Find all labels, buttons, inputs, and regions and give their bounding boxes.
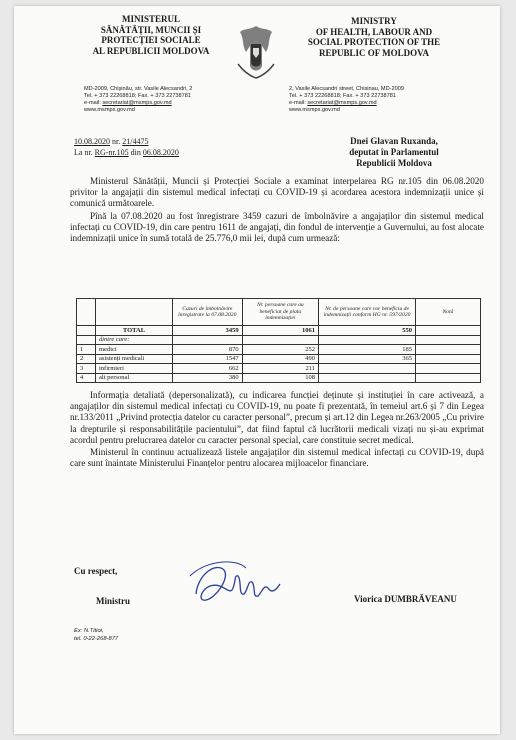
- table-cell: 211: [242, 364, 318, 374]
- table-cell: [319, 335, 416, 345]
- body-bottom: [70, 390, 484, 470]
- minister-label: Ministru: [96, 596, 131, 606]
- incoming-date: 06.08.2020: [142, 148, 179, 157]
- table-cell: asistenți medicali: [96, 354, 173, 364]
- header-right-line: OF HEALTH, LABOUR AND: [315, 26, 433, 37]
- header-left-line: AL REPUBLICII MOLDOVA: [92, 45, 210, 56]
- table-cell: 108: [242, 373, 318, 383]
- table-cell: 1061: [242, 326, 318, 336]
- table-cell: [319, 364, 416, 374]
- paragraph: Ministerul în continuu actualizează listele angajaților din sistemul medical infectați cu COVID-19, după care sunt înaintate Ministerului Finanțelor pentru alocarea mijloacelor financiare.: [70, 447, 484, 469]
- table-cell: [319, 373, 416, 383]
- table-cell: 550: [319, 326, 416, 336]
- paragraph: Pînă la 07.08.2020 au fost înregistrare 3459 cazuri de îmbolnăvire a angajaților din sistemul medical infectați cu COVID-19, din care pentru 1611 de angajați, din fondul de intervenție a Guvernului, au fost alocate indemnizații unice în sumă totală de 25.776,0 mii lei, după cum urmează:: [70, 210, 484, 244]
- table-header-cell: [96, 299, 173, 326]
- table-cell: 1: [77, 345, 96, 355]
- header-left: [76, 14, 226, 56]
- table-subheader-row: [77, 335, 481, 345]
- reference-block: [74, 136, 179, 158]
- table-cell: 3459: [173, 326, 243, 336]
- table-row: [77, 373, 481, 383]
- table-cell: 870: [173, 345, 243, 355]
- din-label: din: [130, 148, 141, 157]
- table-cell: 662: [173, 364, 243, 374]
- table-cell: [416, 373, 481, 383]
- table-cell: TOTAL: [96, 326, 173, 336]
- executor-phone: tel. 0-22-268-877: [74, 635, 119, 642]
- table-cell: [77, 335, 96, 345]
- table-cell: 4: [77, 373, 96, 383]
- recipient-line: deputat în Parlamentul: [349, 147, 439, 157]
- address-line: Tel. + 373 22268818; Fax. + 373 22738781: [289, 93, 396, 99]
- table-cell: 3: [77, 364, 96, 374]
- email-line: [289, 100, 459, 107]
- address-line: Tel. + 373 22268818; Fax. + 373 22738781: [84, 93, 191, 99]
- body-top: [70, 176, 484, 245]
- table-cell: [416, 345, 481, 355]
- table-cell: [416, 354, 481, 364]
- table-cell: dintre care:: [96, 335, 173, 345]
- table-header-cell: Cazuri de îmbolnăvire înregistrate la 07.08.2020: [173, 299, 243, 326]
- email-link: secretariat@msmps.gov.md: [307, 100, 377, 106]
- address-left: [84, 86, 244, 114]
- table-cell: 490: [242, 354, 318, 364]
- table-header-cell: [77, 299, 96, 326]
- reference-date: 10.08.2020: [74, 137, 110, 146]
- website-text: www.msmps.gov.md: [84, 107, 135, 113]
- table-header-row: [77, 299, 481, 326]
- table-cell: [416, 335, 481, 345]
- nr-label: nr.: [112, 137, 121, 146]
- header-right-line: MINISTRY: [351, 16, 397, 26]
- reference-number: 21/4475: [122, 137, 149, 146]
- reference-line-1: [74, 136, 179, 147]
- closing-text: Cu respect,: [74, 566, 118, 576]
- table-cell: 2: [77, 354, 96, 364]
- table-cell: 365: [319, 354, 416, 364]
- email-prefix: e-mail:: [289, 100, 308, 106]
- incoming-number: RG-nr.105: [94, 148, 129, 157]
- table-row: [77, 354, 481, 364]
- email-line: [84, 100, 244, 107]
- table-cell: medici: [96, 345, 173, 355]
- table-header-cell: Nr. de persoane care vor beneficia de indemnizații conform HG nr. 597/2020: [319, 299, 416, 326]
- table-cell: [416, 326, 481, 336]
- table-cell: [416, 364, 481, 374]
- table-row: [77, 345, 481, 355]
- paragraph: Ministerul Sănătății, Muncii și Protecției Sociale a examinat interpelarea RG nr.105 din 06.08.2020 privitor la angajații din sistemul medical infectați cu COVID-19 și acordarea acestora indemnizații unice și comunică următoarele.: [70, 176, 484, 209]
- table-cell: [77, 326, 96, 336]
- table-cell: 380: [173, 373, 243, 383]
- address-line: MD-2009, Chișinău, str. Vasile Alecsandri, 2: [84, 86, 193, 92]
- table-cell: 1547: [173, 354, 243, 364]
- executor-name: Ex: N.Titioi,: [74, 628, 104, 634]
- cases-table: [76, 298, 481, 383]
- recipient-block: [314, 136, 474, 169]
- la-label: La nr.: [74, 148, 93, 157]
- table-row: [77, 364, 481, 374]
- header-left-line: SĂNĂTĂȚII, MUNCII ȘI: [100, 24, 202, 35]
- executor-block: [74, 628, 118, 643]
- table-cell: alt personal: [96, 373, 173, 383]
- email-link: secretariat@msmps.gov.md: [102, 100, 172, 106]
- table-cell: infirmieri: [96, 364, 173, 374]
- header-right-line: REPUBLIC OF MOLDOVA: [318, 47, 429, 58]
- header-left-line: MINISTERUL: [121, 14, 180, 24]
- recipient-line: Dnei Glavan Ruxanda,: [350, 136, 438, 146]
- table-cell: [173, 335, 243, 345]
- address-right: [289, 86, 459, 114]
- header-left-line: PROTECȚIEI SOCIALE: [101, 35, 201, 45]
- table-cell: [242, 335, 318, 345]
- header-right: [299, 16, 449, 58]
- signer-name: Viorica DUMBRĂVEANU: [354, 594, 457, 604]
- website-text: www.msmps.gov.md: [289, 107, 340, 113]
- email-prefix: e-mail:: [84, 100, 103, 106]
- table-cell: 252: [242, 345, 318, 355]
- signature-image: [176, 554, 326, 618]
- table-total-row: [77, 326, 481, 336]
- table-cell: 185: [319, 345, 416, 355]
- table-header-cell: Nr. persoane care au beneficiat de plata indemnizației: [242, 299, 318, 326]
- coat-of-arms-emblem: [234, 22, 278, 80]
- recipient-line: Republicii Moldova: [356, 158, 432, 168]
- letter-page: [14, 6, 500, 734]
- header-right-line: SOCIAL PROTECTION OF THE: [307, 37, 441, 47]
- paragraph: Informația detaliată (depersonalizată), cu indicarea funcției deținute și instituției în care activează, a angajaților din sistemul medical infectați cu COVID-19, nu poate fi prezentată, în temeiul art.6 și 7 din Legea nr.133/2011 „Privind protecția datelor cu caracter personal”, precum și art.12 din Legea nr.263/2005 „Cu privire la drepturile și responsabilitățile pacientului”, dat fiind faptul că lucrătorii medicali vizați nu și-au exprimat acordul pentru prelucrarea datelor cu caracter personal special, care constituie secret medical.: [70, 390, 484, 445]
- address-line: 2, Vasile Alecsandri street, Chisinau, MD-2009: [289, 86, 404, 92]
- reference-line-2: [74, 147, 179, 158]
- table-header-cell: Notă: [416, 299, 481, 326]
